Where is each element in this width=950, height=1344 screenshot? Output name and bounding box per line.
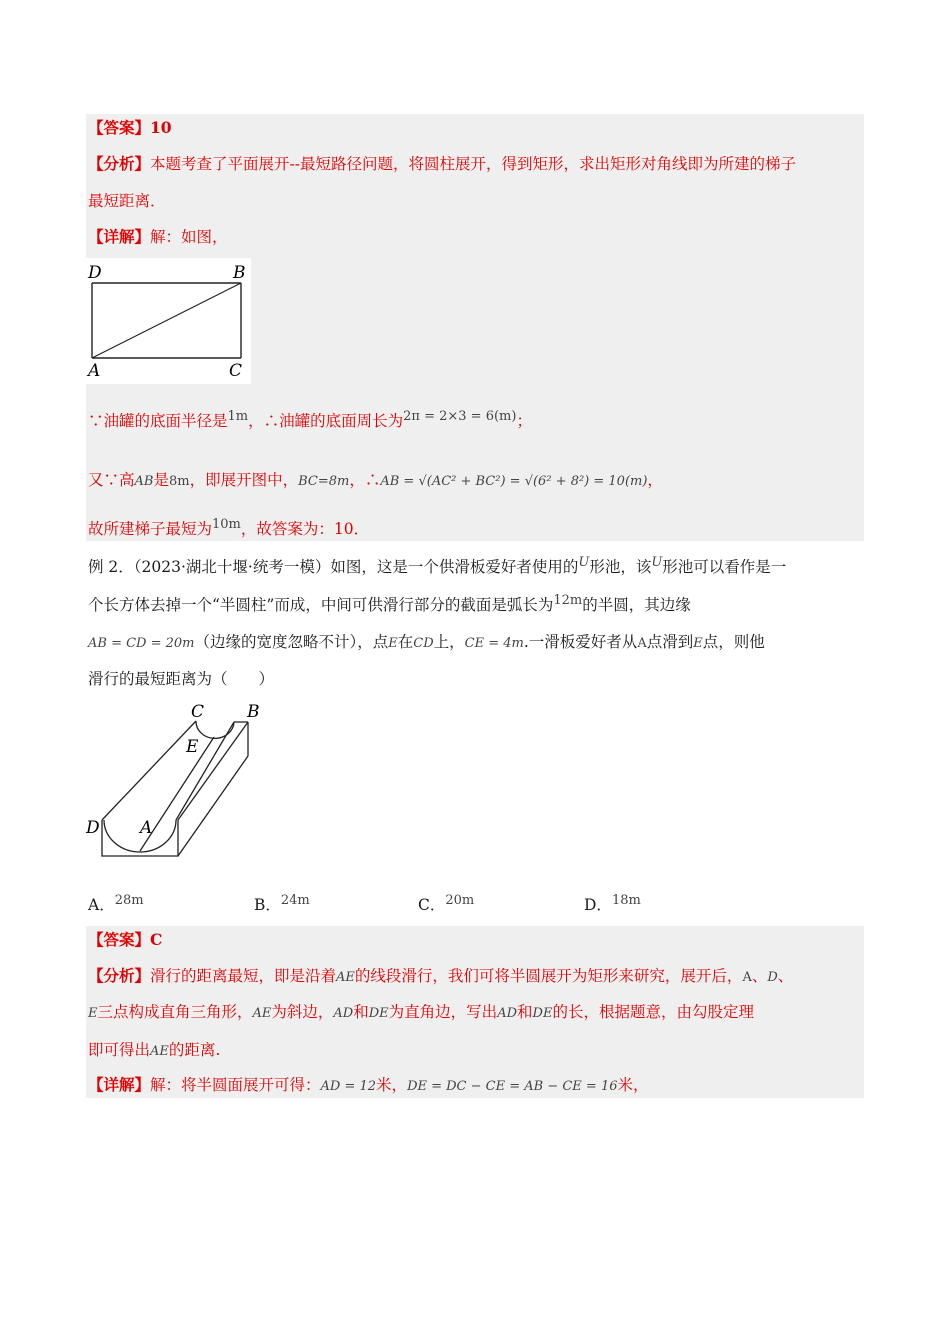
ex2-text-j: 点滑到: [646, 633, 694, 651]
analysis-line-2a: [88, 965, 793, 989]
math-DE-2: DE: [532, 1006, 553, 1021]
answer-value: C: [150, 930, 163, 949]
ex2-text-k: 点，则他: [702, 633, 765, 651]
detail-line-1: [88, 226, 228, 248]
math-AD-2: AD: [497, 1006, 517, 1021]
math-CD: CD: [413, 636, 434, 651]
math-A: A: [637, 636, 647, 651]
step-line-3: [88, 518, 369, 542]
a2-text-f: 的长，根据题意，由勾股定理: [552, 1003, 754, 1021]
a1-text-d: 、: [777, 967, 794, 985]
example2-line-3: [88, 631, 765, 655]
detail-tag: 【详解】: [88, 1075, 151, 1094]
ad-length: AD = 12: [320, 1079, 377, 1094]
step2-text-a: 又∵高: [88, 471, 135, 489]
example2-line-2: [88, 594, 691, 618]
step-line-1: [88, 410, 532, 434]
detail2-text-b: 米，: [376, 1076, 408, 1094]
pythagoras-formula: AB = √(AC² + BC²) = √(6² + 8²) = 10(m): [380, 474, 648, 489]
analysis-tag: 【分析】: [88, 154, 151, 173]
ex2-text-a: 例 2．（2023·湖北十堰·统考一模）如图，这是一个供滑板爱好者使用的: [88, 558, 579, 576]
ex2-text-i: .一滑板爱好者从: [523, 633, 638, 651]
option-d[interactable]: [584, 893, 641, 915]
a2-text-e: 和: [517, 1003, 533, 1021]
step1-text-b: ，∴油罐的底面周长为: [248, 412, 404, 430]
example2-line-1: [88, 556, 786, 580]
math-E-2: E: [693, 636, 703, 651]
radius-value: 1m: [227, 409, 249, 424]
label-C: C: [229, 361, 243, 381]
step1-text-a: ∵油罐的底面半径是: [88, 412, 228, 430]
a2-text-d: 为直角边，写出: [388, 1003, 498, 1021]
math-AD: AD: [333, 1006, 354, 1021]
a1-text-b: 的线段滑行，我们可将半圆展开为矩形来研究，展开后，: [354, 967, 743, 985]
math-D: D: [767, 970, 778, 985]
math-A-2: A: [742, 970, 752, 985]
step2-text-c: ，即展开图中，: [189, 471, 299, 489]
ce-length: CE = 4m: [464, 636, 524, 651]
math-AE-2: AE: [252, 1006, 272, 1021]
detail2-text-a: 解：将半圆面展开可得：: [150, 1076, 321, 1094]
answer-tag: 【答案】: [88, 930, 151, 949]
step1-text-c: ；: [516, 412, 532, 430]
analysis-line-1a: [88, 153, 796, 175]
ex2-text-f: （边缘的宽度忽略不计），点: [194, 633, 389, 651]
option-b-value: 24m: [280, 893, 310, 908]
a2-text-a: 三点构成直角三角形，: [97, 1003, 253, 1021]
ladder-length: 10m: [212, 517, 241, 532]
option-a[interactable]: [88, 893, 144, 915]
answer-line-1: [88, 117, 172, 139]
math-AE-3: AE: [150, 1044, 169, 1059]
ex2-text-h: 上，: [433, 633, 465, 651]
answer-value: 10: [150, 118, 172, 137]
ex2-text-d: 个长方体去掉一个“半圆柱”而成，中间可供滑行部分的截面是弧长为: [88, 596, 554, 614]
detail-text: 解：如图，: [150, 228, 228, 246]
option-c[interactable]: [418, 893, 474, 915]
circumference-formula: 2π = 2×3 = 6(m): [403, 409, 517, 424]
option-a-value: 28m: [114, 893, 144, 908]
analysis-line-1b: [88, 190, 166, 212]
label-E: E: [186, 737, 199, 757]
height-value: 8m: [168, 474, 190, 489]
math-E: E: [388, 636, 398, 651]
a3-text-a: 即可得出: [88, 1041, 151, 1059]
label-A: A: [140, 818, 153, 838]
math-AE: AE: [336, 970, 355, 985]
option-d-letter: D．: [584, 896, 612, 914]
a2-text-c: 和: [353, 1003, 369, 1021]
option-a-letter: A．: [88, 896, 115, 914]
math-U-2: U: [651, 555, 663, 570]
detail-tag: 【详解】: [88, 227, 151, 246]
edge-length: AB = CD = 20m: [88, 636, 195, 651]
example2-line-4: [88, 668, 274, 690]
bc-value: BC=8m: [298, 474, 350, 489]
option-c-letter: C．: [418, 896, 446, 914]
step-line-2: [88, 469, 663, 493]
option-b[interactable]: [254, 893, 310, 915]
math-U-1: U: [578, 555, 590, 570]
ex2-text-e: 的半圆，其边缘: [582, 596, 691, 614]
rectangle-figure: [86, 258, 251, 384]
label-B: B: [233, 263, 246, 283]
answer-line-2: [88, 929, 162, 951]
option-b-letter: B．: [254, 896, 281, 914]
de-length: DE = DC − CE = AB − CE = 16: [407, 1079, 618, 1094]
u-pool-figure: [84, 700, 274, 862]
step3-text-a: 故所建梯子最短为: [88, 520, 213, 538]
step2-text-b: 是: [153, 471, 169, 489]
label-B: B: [247, 702, 260, 722]
ex2-text-b: 形池，该: [589, 558, 652, 576]
math-AB: AB: [134, 474, 154, 489]
a3-text-b: 的距离.: [168, 1041, 221, 1059]
analysis-line-2c: [88, 1039, 220, 1063]
analysis-tag: 【分析】: [88, 966, 151, 985]
step3-text-b: ，故答案为：10．: [240, 520, 370, 538]
analysis-line-2b: [88, 1001, 754, 1025]
ex2-text-l: 滑行的最短距离为（ ）: [88, 670, 275, 688]
ex2-text-c: 形池可以看作是一: [662, 558, 787, 576]
answer-tag: 【答案】: [88, 118, 151, 137]
label-C: C: [191, 702, 205, 722]
option-c-value: 20m: [445, 893, 475, 908]
arc-length: 12m: [553, 593, 583, 608]
detail-line-2: [88, 1074, 649, 1098]
math-E-3: E: [88, 1006, 98, 1021]
option-d-value: 18m: [611, 893, 641, 908]
label-A: A: [88, 361, 101, 381]
analysis-text-cont: 最短距离．: [88, 192, 166, 210]
step2-text-e: ，: [647, 471, 663, 489]
label-D: D: [86, 818, 100, 838]
step2-text-d: ，∴: [349, 471, 381, 489]
a1-text-c: 、: [751, 967, 768, 985]
detail2-text-c: 米，: [617, 1076, 649, 1094]
ex2-text-g: 在: [397, 633, 414, 651]
label-D: D: [88, 263, 102, 283]
analysis-text: 本题考查了平面展开--最短路径问题，将圆柱展开，得到矩形，求出矩形对角线即为所建的梯子: [150, 155, 796, 173]
math-DE: DE: [368, 1006, 389, 1021]
a1-text-a: 滑行的距离最短，即是沿着: [150, 967, 337, 985]
a2-text-b: 为斜边，: [271, 1003, 334, 1021]
